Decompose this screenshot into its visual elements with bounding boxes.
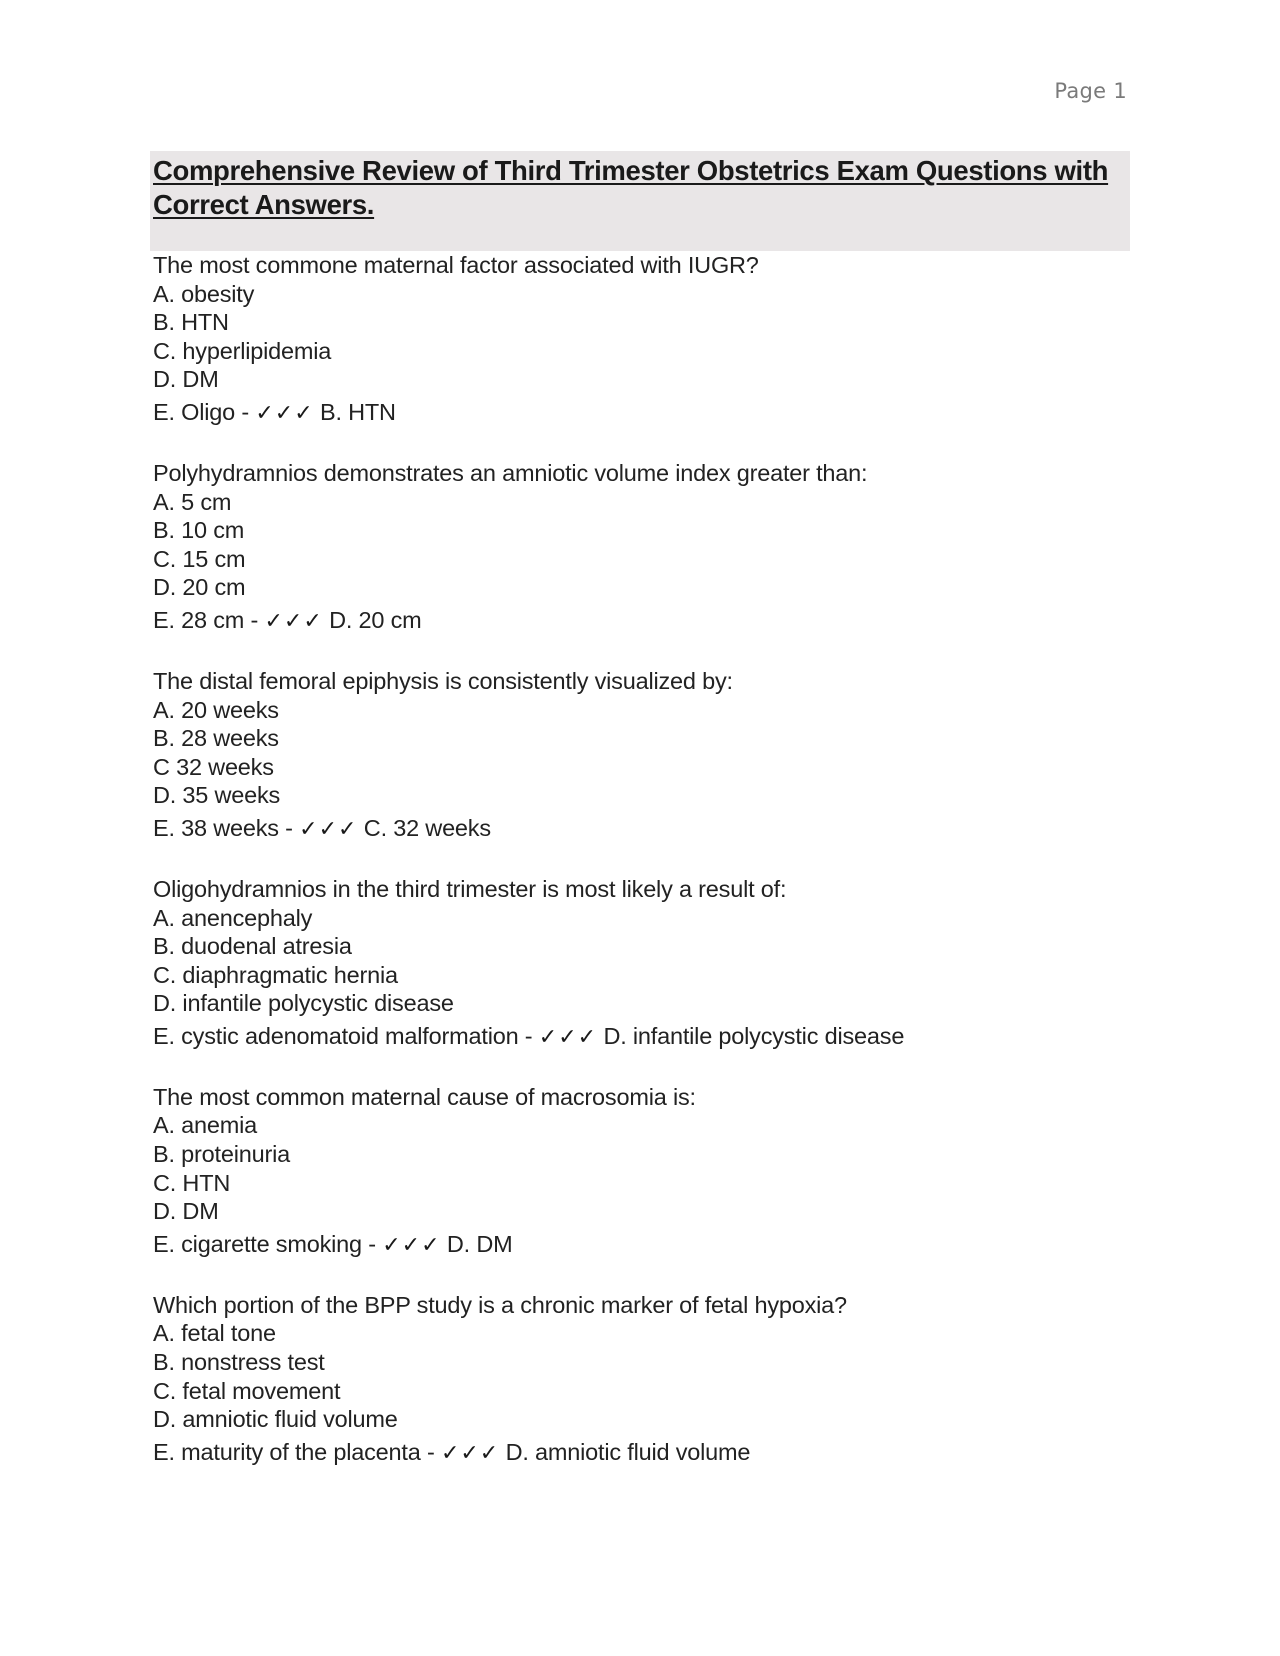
checkmark-icon: ✓✓✓ bbox=[538, 1024, 598, 1050]
correct-answer: D. infantile polycystic disease bbox=[603, 1022, 905, 1049]
answer-key-line bbox=[153, 1226, 1153, 1264]
title-banner bbox=[150, 151, 1130, 251]
question-stem: The most commone maternal factor associated with IUGR? bbox=[153, 252, 759, 278]
answer-separator: - bbox=[524, 1022, 533, 1049]
answer-option: C. diaphragmatic hernia bbox=[153, 961, 398, 988]
question-block bbox=[153, 251, 1153, 432]
question-stem: Polyhydramnios demonstrates an amniotic volume index greater than: bbox=[153, 459, 868, 486]
answer-key-line bbox=[153, 810, 1153, 848]
correct-answer: D. DM bbox=[446, 1230, 513, 1257]
answer-option: B. HTN bbox=[153, 309, 229, 336]
answer-option: A. fetal tone bbox=[153, 1320, 276, 1347]
question-block bbox=[153, 459, 1153, 640]
answer-option: A. anemia bbox=[153, 1112, 258, 1139]
answer-option: B. proteinuria bbox=[153, 1141, 290, 1168]
question-block bbox=[153, 875, 1153, 1056]
correct-answer: D. 20 cm bbox=[329, 606, 422, 633]
document-title: Comprehensive Review of Third Trimester Obstetrics Exam Questions with Correct Answers. bbox=[153, 155, 1109, 220]
correct-answer: D. amniotic fluid volume bbox=[505, 1438, 751, 1465]
answer-separator: - bbox=[241, 398, 249, 425]
answer-option: E. Oligo bbox=[153, 398, 235, 425]
answer-key-line bbox=[153, 394, 1153, 432]
answer-option: A. obesity bbox=[153, 280, 255, 307]
question-stem: The distal femoral epiphysis is consistently visualized by: bbox=[153, 667, 733, 694]
answer-separator: - bbox=[368, 1230, 376, 1257]
question-block bbox=[153, 1291, 1153, 1472]
answer-separator: - bbox=[285, 814, 293, 841]
answer-key-line bbox=[153, 1434, 1153, 1472]
answer-option: A. anencephaly bbox=[153, 904, 313, 931]
question-block bbox=[153, 667, 1153, 848]
question-stem: The most common maternal cause of macrosomia is: bbox=[153, 1083, 696, 1110]
answer-option: B. 10 cm bbox=[153, 517, 245, 544]
checkmark-icon: ✓✓✓ bbox=[382, 1232, 441, 1258]
answer-option: C. HTN bbox=[153, 1169, 231, 1196]
question-stem: Oligohydramnios in the third trimester is most likely a result of: bbox=[153, 875, 787, 902]
answer-option: A. 20 weeks bbox=[153, 696, 279, 723]
correct-answer: B. HTN bbox=[319, 398, 396, 425]
answer-option: B. duodenal atresia bbox=[153, 933, 352, 960]
question-stem: Which portion of the BPP study is a chronic marker of fetal hypoxia? bbox=[153, 1291, 847, 1318]
answer-option: D. 35 weeks bbox=[153, 782, 281, 809]
answer-option: E. maturity of the placenta bbox=[153, 1438, 421, 1465]
answer-option: D. infantile polycystic disease bbox=[153, 990, 454, 1017]
answer-option: C. 15 cm bbox=[153, 545, 246, 572]
question-block bbox=[153, 1083, 1153, 1264]
answer-option: D. DM bbox=[153, 1198, 219, 1225]
correct-answer: C. 32 weeks bbox=[363, 814, 491, 841]
answer-option: C. fetal movement bbox=[153, 1377, 341, 1404]
question-list bbox=[153, 251, 1153, 1499]
answer-option: B. 28 weeks bbox=[153, 725, 279, 752]
answer-option: A. 5 cm bbox=[153, 488, 232, 515]
checkmark-icon: ✓✓✓ bbox=[264, 608, 323, 634]
checkmark-icon: ✓✓✓ bbox=[299, 816, 358, 842]
answer-option: E. cystic adenomatoid malformation bbox=[153, 1022, 519, 1049]
answer-option: E. 28 cm bbox=[153, 606, 245, 633]
answer-option: C 32 weeks bbox=[153, 753, 274, 780]
answer-separator: - bbox=[250, 606, 259, 633]
answer-option: D. 20 cm bbox=[153, 574, 246, 601]
answer-option: C. hyperlipidemia bbox=[153, 337, 332, 364]
answer-key-line bbox=[153, 1018, 1153, 1056]
answer-separator: - bbox=[426, 1438, 435, 1465]
answer-option: B. nonstress test bbox=[153, 1349, 325, 1376]
answer-key-line bbox=[153, 602, 1153, 640]
answer-option: E. cigarette smoking bbox=[153, 1230, 362, 1257]
page-number: Page 1 bbox=[1054, 79, 1127, 103]
answer-option: D. DM bbox=[153, 366, 219, 393]
answer-option: E. 38 weeks bbox=[153, 814, 279, 841]
checkmark-icon: ✓✓✓ bbox=[440, 1440, 500, 1466]
answer-option: D. amniotic fluid volume bbox=[153, 1406, 398, 1433]
checkmark-icon: ✓✓✓ bbox=[255, 400, 314, 426]
